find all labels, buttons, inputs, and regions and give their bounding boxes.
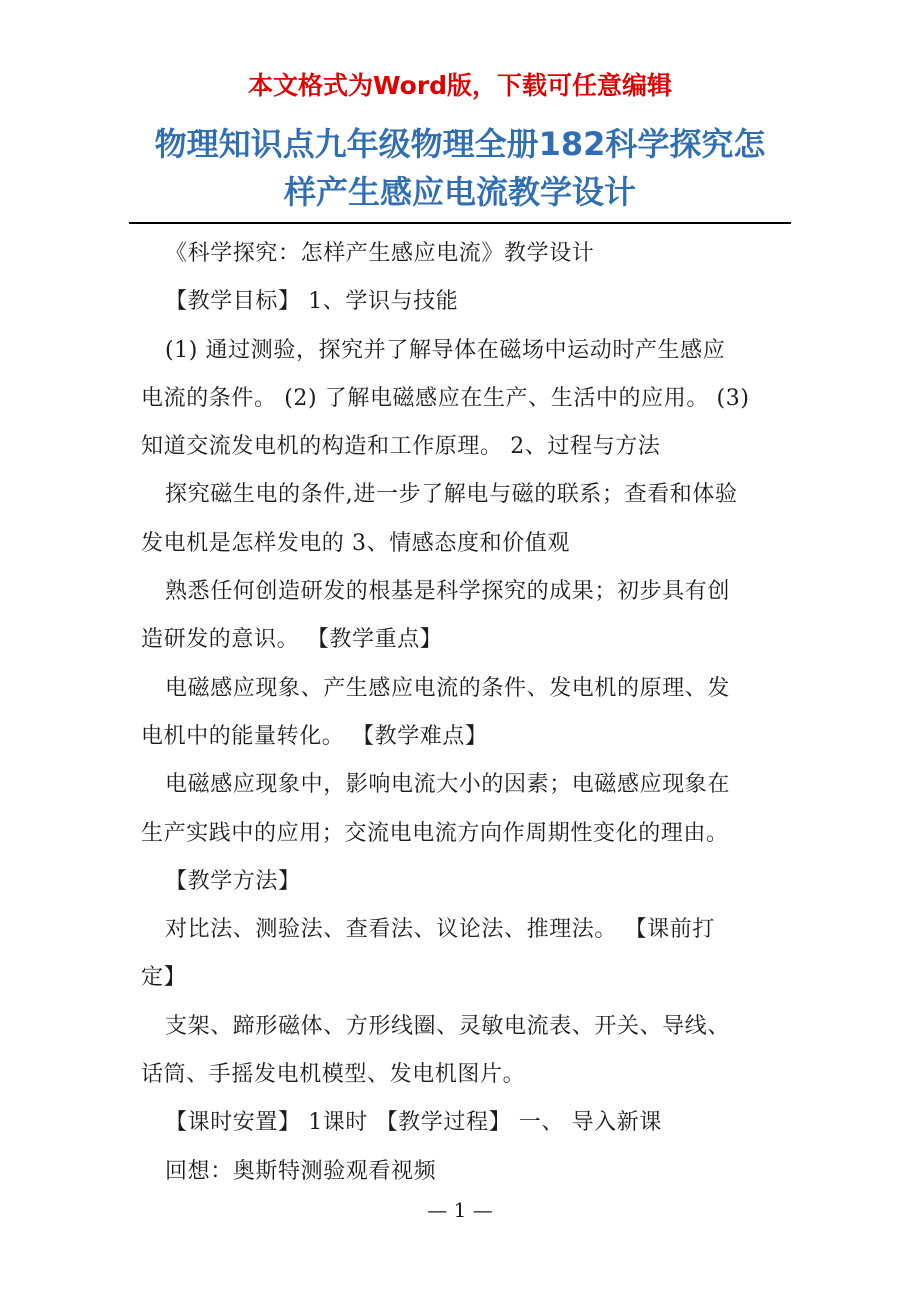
body-line: 造研发的意识。 【教学重点】 — [141, 627, 443, 653]
body-line: 定】 — [141, 965, 187, 991]
body-line: 电磁感应现象、产生感应电流的条件、发电机的原理、发 — [165, 675, 731, 701]
format-notice-banner: 本文格式为Word版，下载可任意编辑 — [247, 71, 673, 100]
document-body — [141, 230, 781, 1196]
body-line: 支架、蹄形磁体、方形线圈、灵敏电流表、开关、导线、 — [165, 1013, 731, 1039]
page-number: — 1 — — [427, 1198, 493, 1222]
body-line: 【教学方法】 — [165, 868, 301, 894]
body-line: 【教学目标】 1、学识与技能 — [165, 289, 459, 315]
body-line: 探究磁生电的条件,进一步了解电与磁的联系；查看和体验 — [165, 482, 738, 508]
body-line: 知道交流发电机的构造和工作原理。 2、过程与方法 — [141, 434, 661, 460]
body-line: 发电机是怎样发电的 3、情感态度和价值观 — [141, 530, 570, 556]
body-line: 电机中的能量转化。 【教学难点】 — [141, 723, 488, 749]
body-line: 话筒、手摇发电机模型、发电机图片。 — [141, 1062, 526, 1088]
title-divider — [129, 222, 791, 224]
document-title-line-1: 物理知识点九年级物理全册182科学探究怎 — [154, 125, 766, 163]
document-title — [120, 120, 800, 216]
body-line: 【课时安置】 1课时 【教学过程】 一、 导入新课 — [165, 1110, 662, 1136]
body-line: 电流的条件。 (2) 了解电磁感应在生产、生活中的应用。 (3) — [141, 385, 750, 411]
document-title-line-2: 样产生感应电流教学设计 — [283, 173, 636, 211]
body-line: 电磁感应现象中，影响电流大小的因素；电磁感应现象在 — [165, 772, 731, 798]
body-line: (1) 通过测验，探究并了解导体在磁场中运动时产生感应 — [165, 337, 726, 363]
body-line: 回想：奥斯特测验观看视频 — [165, 1158, 437, 1184]
body-line: 《科学探究：怎样产生感应电流》教学设计 — [165, 241, 595, 266]
body-line: 熟悉任何创造研发的根基是科学探究的成果；初步具有创 — [165, 579, 731, 605]
body-line: 生产实践中的应用；交流电电流方向作周期性变化的理由。 — [141, 820, 729, 846]
body-line: 对比法、测验法、查看法、议论法、推理法。 【课前打 — [165, 917, 715, 943]
